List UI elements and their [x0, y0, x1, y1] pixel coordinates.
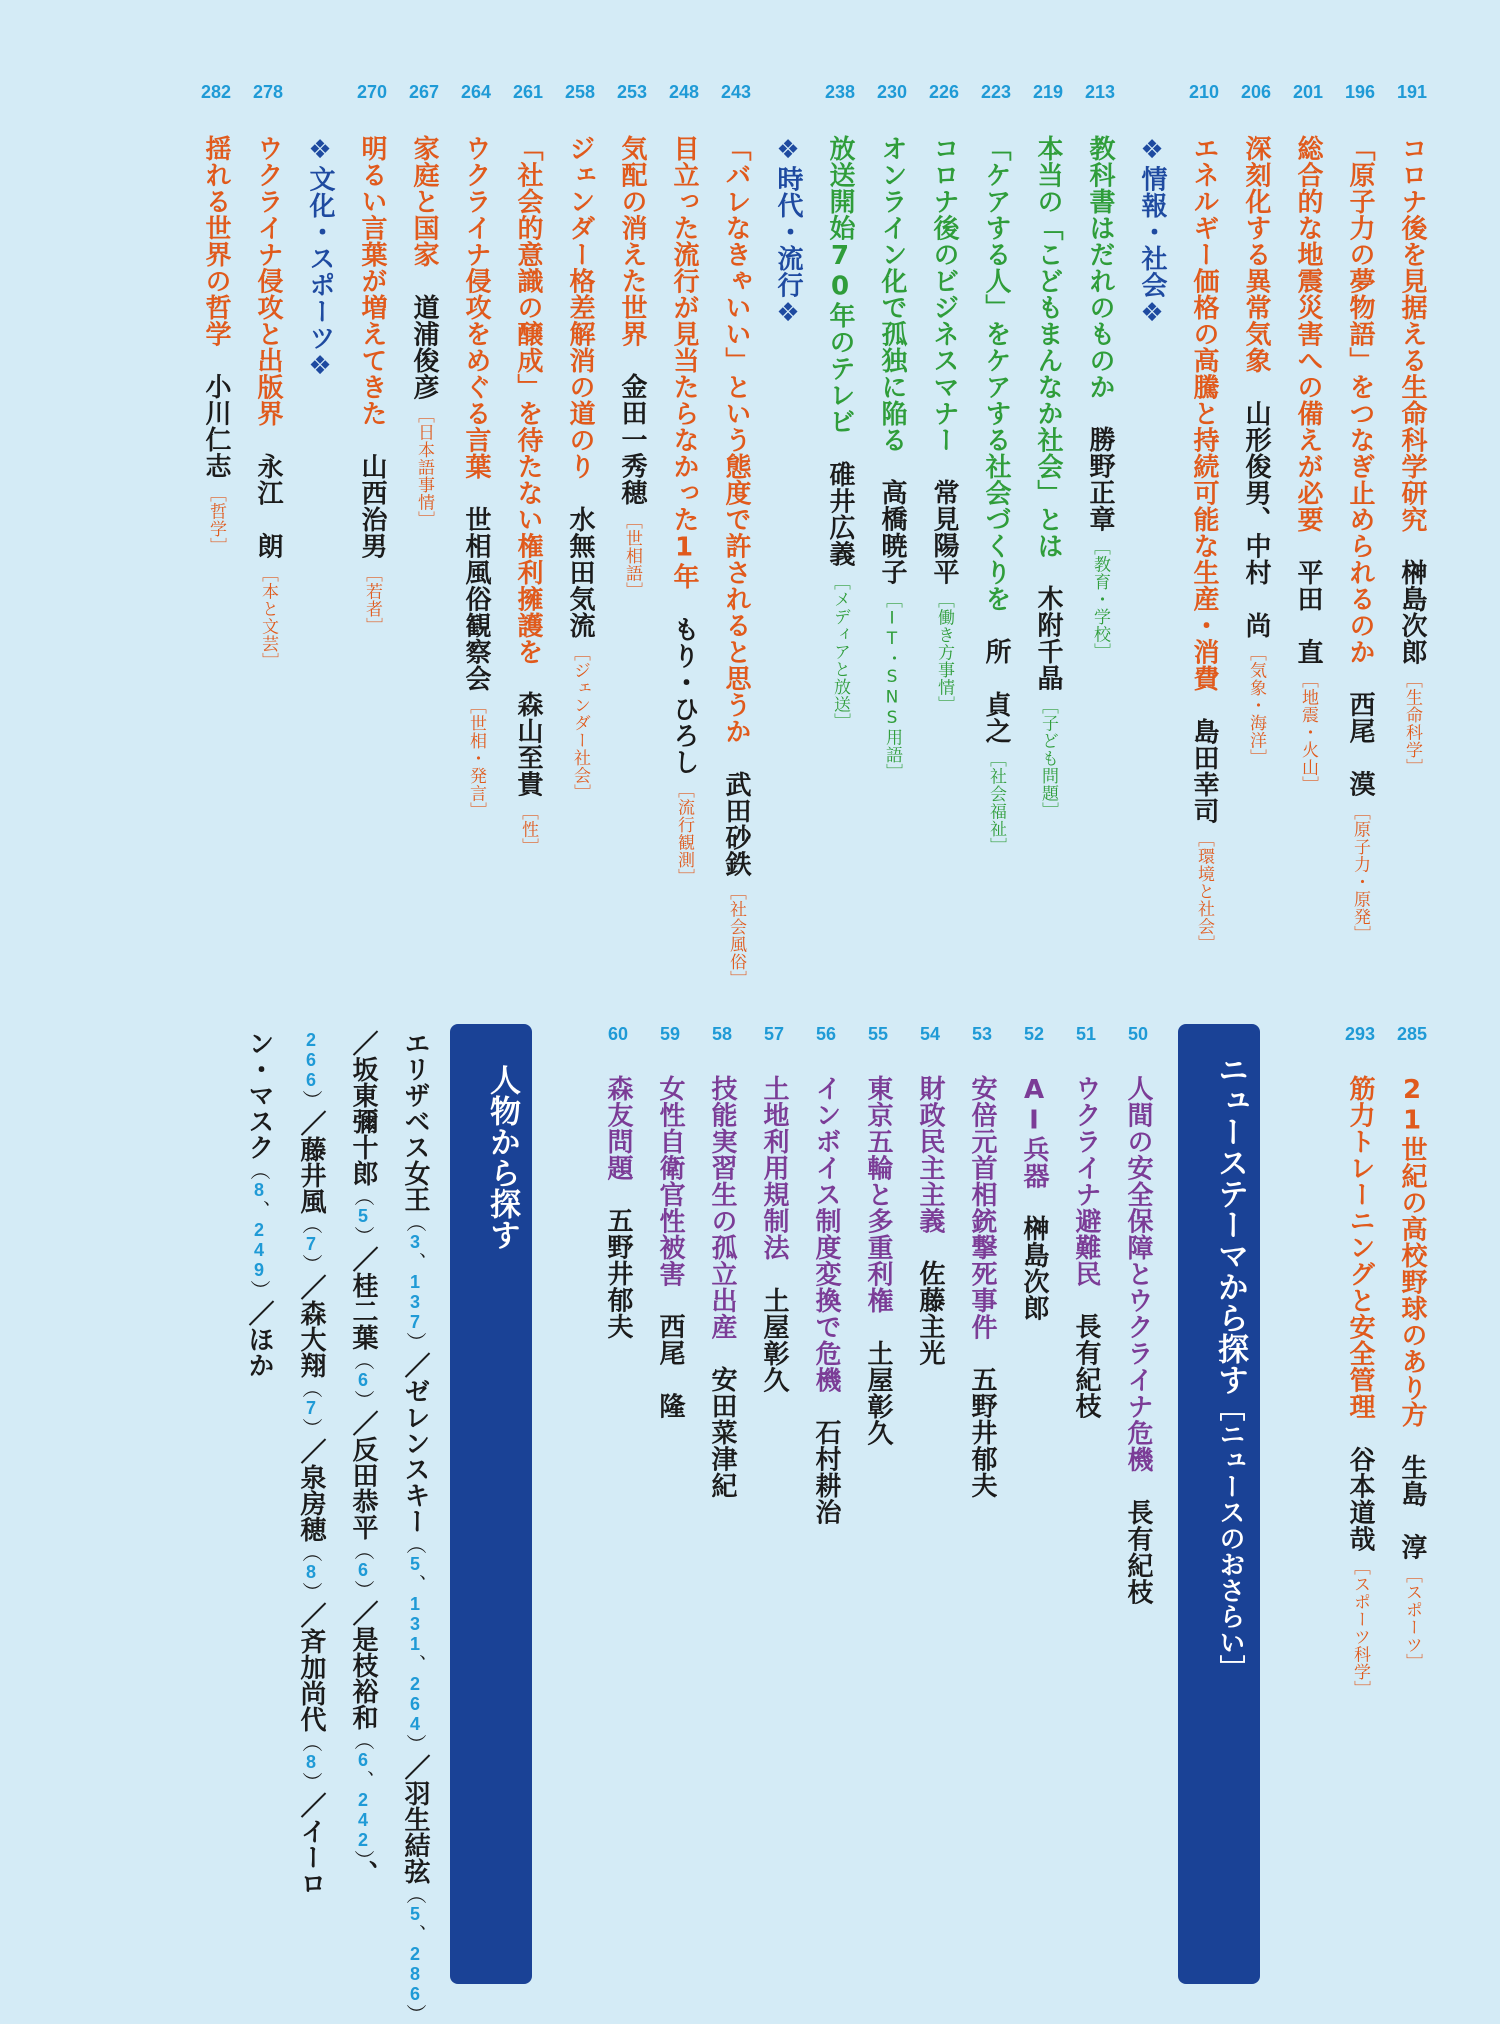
page-number: 54 [919, 1024, 941, 1044]
person-page-number: 7 [301, 1398, 321, 1418]
page-number: 201 [1292, 82, 1324, 102]
entry-title: 21世紀の高校野球のあり方 [1397, 1075, 1427, 1428]
person-punctuation: ） [403, 1332, 427, 1352]
person-punctuation: （ [351, 1350, 375, 1370]
person-punctuation: ） [351, 1226, 375, 1246]
page-number: 50 [1127, 1024, 1149, 1044]
entry-title: ウクライナ侵攻と出版界 [253, 135, 283, 427]
page-number: 253 [616, 82, 648, 102]
entry-title: 総合的な地震災害への備えが必要 [1293, 135, 1323, 533]
person-punctuation: （ [403, 1212, 427, 1232]
page-number: 219 [1032, 82, 1064, 102]
entry-title: 東京五輪と多重利権 [863, 1075, 893, 1314]
person-banner-title: 人物から探す [484, 1064, 520, 1250]
entry-category-tag: ［ジェンダー社会］ [570, 644, 590, 802]
person-name: ／泉房穂 [296, 1438, 326, 1542]
entry-title: 「バレなきゃいい」という態度で許されると思うか [721, 135, 751, 745]
entry-title: ジェンダー格差解消の道のり [565, 135, 595, 480]
news-theme-banner [1178, 1024, 1260, 1984]
person-page-number: 8 [301, 1752, 321, 1772]
entry-category-tag: ［子ども問題］ [1038, 697, 1058, 820]
entry-category-tag: ［若者］ [362, 564, 382, 635]
entry-author: 生島 淳 [1397, 1453, 1427, 1560]
page-number: 213 [1084, 82, 1116, 102]
page-number: 223 [980, 82, 1012, 102]
person-name: ／反田恭平 [348, 1410, 378, 1540]
entry-title: 女性自衛官性被害 [655, 1075, 685, 1287]
entry-title: コロナ後を見据える生命科学研究 [1397, 135, 1427, 533]
entry-author: もり・ひろし [669, 615, 699, 775]
entry-title: 財政民主主義 [915, 1075, 945, 1234]
entry-author: 榊島次郎 [1019, 1215, 1049, 1321]
entry-category-tag: ［原子力・原発］ [1350, 803, 1370, 943]
entry-author: 山西治男 [357, 452, 387, 559]
person-punctuation: （ [403, 1534, 427, 1554]
person-name: ／ほか [244, 1300, 274, 1378]
entry-category-tag: ［社会福祉］ [986, 750, 1006, 855]
person-page-number: 264 [405, 1674, 425, 1734]
entry-title: 筋力トレーニングと安全管理 [1345, 1075, 1375, 1420]
page-number: 243 [720, 82, 752, 102]
page-number: 278 [252, 82, 284, 102]
entry-title: 目立った流行が見当たらなかった1年 [669, 135, 699, 590]
person-page-number: 3 [405, 1232, 425, 1252]
entry-author: 所 貞之 [981, 638, 1011, 744]
page-number: 210 [1188, 82, 1220, 102]
entry-title: 揺れる世界の哲学 [201, 135, 231, 347]
person-column [343, 1030, 383, 1886]
person-name: ／桂二葉 [348, 1246, 378, 1350]
entry-author: 勝野正章 [1085, 426, 1115, 532]
entry-title: 安倍元首相銃撃死事件 [967, 1075, 997, 1340]
person-page-number: 242 [353, 1790, 373, 1850]
entry-author: 世相風俗観察会 [461, 505, 491, 691]
page-number: 270 [356, 82, 388, 102]
entry-category-tag: ［日本語事情］ [414, 405, 434, 528]
person-page-number: 286 [405, 1944, 425, 2004]
entry-author: 島田幸司 [1189, 717, 1219, 824]
page-number: 56 [815, 1024, 837, 1044]
person-name: ／是枝裕和 [348, 1600, 378, 1730]
page-number: 191 [1396, 82, 1428, 102]
person-punctuation: ） [299, 1582, 323, 1602]
entry-author: 谷本道哉 [1345, 1445, 1375, 1552]
entry-author: 平田 直 [1293, 558, 1323, 665]
page-number: 51 [1075, 1024, 1097, 1044]
entry-title: コロナ後のビジネスマナー [929, 135, 959, 453]
entry-category-tag: ［環境と社会］ [1194, 829, 1214, 952]
person-punctuation: 、 [351, 1770, 375, 1790]
entry-title: インボイス制度変換で危機 [811, 1075, 841, 1393]
section-heading: ❖文化・スポーツ❖ [305, 135, 335, 382]
person-name: エリザベス女王 [400, 1030, 430, 1212]
entry-category-tag: ［性］ [518, 803, 538, 856]
page-number: 57 [763, 1024, 785, 1044]
entry-category-tag: ［教育・学校］ [1090, 538, 1110, 661]
page-number: 53 [971, 1024, 993, 1044]
page-number: 267 [408, 82, 440, 102]
entry-category-tag: ［社会風俗］ [726, 882, 746, 988]
entry-author: 武田砂鉄 [721, 770, 751, 877]
person-page-number: 5 [405, 1554, 425, 1574]
entry-author: 高橋暁子 [877, 479, 907, 585]
person-name: ／羽生結弦 [400, 1754, 430, 1884]
page-number: 293 [1344, 1024, 1376, 1044]
entry-author: 土屋彰久 [759, 1286, 789, 1393]
entry-category-tag: ［流行観測］ [674, 780, 694, 886]
person-punctuation: 、 [403, 1924, 427, 1944]
entry-author: 小川仁志 [201, 373, 231, 479]
person-page-number: 249 [249, 1220, 269, 1280]
news-theme-heading [1178, 1054, 1260, 1681]
entry-title: ウクライナ侵攻をめぐる言葉 [461, 135, 491, 480]
page-number: 238 [824, 82, 856, 102]
person-page-number: 6 [353, 1750, 373, 1770]
entry-category-tag: ［生命科学］ [1402, 670, 1422, 776]
entry-author: 安田菜津紀 [707, 1366, 737, 1499]
section-heading: ❖時代・流行❖ [773, 135, 803, 329]
person-punctuation: （ [299, 1732, 323, 1752]
page-number: 282 [200, 82, 232, 102]
person-page-number: 131 [405, 1594, 425, 1654]
entry-category-tag: ［働き方事情］ [934, 591, 954, 714]
person-punctuation: 、 [403, 1574, 427, 1594]
entry-author: 五野井郁夫 [967, 1366, 997, 1499]
page-number: 264 [460, 82, 492, 102]
person-punctuation: 、 [403, 1252, 427, 1272]
person-page-number: 5 [405, 1904, 425, 1924]
person-page-number: 137 [405, 1272, 425, 1332]
page-number: 285 [1396, 1024, 1428, 1044]
entry-title: 放送開始70年のテレビ [825, 135, 855, 435]
entry-category-tag: ［地震・火山］ [1298, 670, 1318, 793]
page-number: 52 [1023, 1024, 1045, 1044]
entry-title: エネルギー価格の高騰と持続可能な生産・消費 [1189, 135, 1219, 692]
person-punctuation: （ [351, 1186, 375, 1206]
person-name: ／藤井風 [296, 1110, 326, 1214]
person-punctuation: ） [299, 1090, 323, 1110]
section-heading: ❖情報・社会❖ [1137, 135, 1167, 329]
entry-title: 教科書はだれのものか [1085, 135, 1115, 400]
person-punctuation: （ [403, 1884, 427, 1904]
entry-category-tag: ［IT・SNS用語］ [882, 591, 902, 781]
person-name: ／坂東彌十郎 [348, 1030, 378, 1186]
entry-author: 永江 朗 [253, 452, 283, 559]
entry-author: 榊島次郎 [1397, 558, 1427, 665]
person-column [291, 1030, 331, 1896]
entry-author: 森山至貴 [513, 691, 543, 797]
page-number: 196 [1344, 82, 1376, 102]
entry-author: 木附千晶 [1033, 585, 1063, 691]
person-punctuation: ） [403, 2004, 427, 2024]
person-punctuation: ） [403, 1734, 427, 1754]
person-page-number: 6 [353, 1560, 373, 1580]
entry-author: 山形俊男、中村 尚 [1241, 399, 1271, 638]
person-page-number: 5 [353, 1206, 373, 1226]
entry-title: 「原子力の夢物語」をつなぎ止められるのか [1345, 135, 1375, 665]
entry-title: 人間の安全保障とウクライナ危機 [1123, 1075, 1153, 1473]
person-page-number: 8 [249, 1180, 269, 1200]
page-number: 55 [867, 1024, 889, 1044]
person-page-number: 7 [301, 1234, 321, 1254]
entry-category-tag: ［スポーツ科学］ [1350, 1557, 1370, 1698]
person-column [395, 1030, 435, 2024]
person-banner [450, 1024, 532, 1984]
page-number: 226 [928, 82, 960, 102]
entry-title: 家庭と国家 [409, 135, 439, 268]
entry-title: 技能実習生の孤立出産 [707, 1075, 737, 1340]
entry-category-tag: ［哲学］ [206, 485, 226, 555]
person-punctuation: ） [351, 1390, 375, 1410]
entry-author: 佐藤主光 [915, 1260, 945, 1366]
person-punctuation: （ [299, 1214, 323, 1234]
person-punctuation: ） [247, 1280, 271, 1300]
entry-author: 常見陽平 [929, 479, 959, 585]
person-punctuation: ） [351, 1850, 375, 1860]
entry-title: 森友問題 [603, 1075, 633, 1181]
entry-author: 西尾 隆 [655, 1313, 685, 1419]
entry-title: 気配の消えた世界 [617, 135, 647, 347]
person-column [239, 1030, 279, 1378]
entry-title: ウクライナ避難民 [1071, 1075, 1101, 1287]
person-page-number: 266 [301, 1030, 321, 1090]
person-punctuation: （ [247, 1160, 271, 1180]
person-page-number: 8 [301, 1562, 321, 1582]
entry-title: 土地利用規制法 [759, 1075, 789, 1261]
person-name: ン・マスク [244, 1030, 274, 1160]
page-number: 59 [659, 1024, 681, 1044]
person-punctuation: 、 [403, 1654, 427, 1674]
news-theme-subtitle: ［ニュースのおさらい］ [1215, 1395, 1245, 1681]
entry-author: 西尾 漠 [1345, 691, 1375, 797]
entry-title: 明るい言葉が増えてきた [357, 135, 387, 427]
page-number: 248 [668, 82, 700, 102]
page-number: 60 [607, 1024, 629, 1044]
entry-author: 道浦俊彦 [409, 293, 439, 400]
entry-author: 五野井郁夫 [603, 1207, 633, 1340]
person-name: ／イーロ [296, 1792, 326, 1896]
person-name: 、 [348, 1860, 378, 1886]
person-name: ／森大翔 [296, 1274, 326, 1378]
entry-author: 碓井広義 [825, 460, 855, 567]
page-number: 58 [711, 1024, 733, 1044]
entry-category-tag: ［スポーツ］ [1402, 1565, 1422, 1671]
entry-author: 土屋彰久 [863, 1339, 893, 1446]
entry-title: オンライン化で孤独に陥る [877, 135, 907, 453]
person-punctuation: ） [299, 1254, 323, 1274]
person-punctuation: ） [351, 1580, 375, 1600]
entry-author: 水無田気流 [565, 505, 595, 638]
person-punctuation: ） [299, 1772, 323, 1792]
person-punctuation: （ [351, 1730, 375, 1750]
entry-title: 「ケアする人」をケアする社会づくりを [981, 135, 1011, 612]
news-theme-title: ニューステーマから探す [1212, 1054, 1248, 1395]
person-punctuation: （ [299, 1378, 323, 1398]
entry-author: 長有紀枝 [1123, 1498, 1153, 1605]
person-punctuation: （ [351, 1540, 375, 1560]
entry-title: 本当の「こどもまんなか社会」とは [1033, 135, 1063, 559]
entry-author: 金田一秀穂 [617, 373, 647, 506]
page-number: 230 [876, 82, 908, 102]
entry-category-tag: ［本と文芸］ [258, 564, 278, 670]
entry-category-tag: ［世相語］ [622, 511, 642, 599]
entry-author: 石村耕治 [811, 1419, 841, 1525]
page-number: 261 [512, 82, 544, 102]
person-punctuation: 、 [247, 1200, 271, 1220]
person-page-number: 6 [353, 1370, 373, 1390]
entry-category-tag: ［世相・発言］ [466, 697, 486, 820]
entry-category-tag: ［メディアと放送］ [830, 572, 850, 730]
person-name: ／斉加尚代 [296, 1602, 326, 1732]
entry-title: 「社会的意識の醸成」を待たない権利擁護を [513, 135, 543, 665]
entry-category-tag: ［気象・海洋］ [1246, 644, 1266, 767]
page-number: 258 [564, 82, 596, 102]
person-punctuation: ） [299, 1418, 323, 1438]
entry-title: AI兵器 [1019, 1075, 1049, 1189]
entry-title: 深刻化する異常気象 [1241, 135, 1271, 374]
person-punctuation: （ [299, 1542, 323, 1562]
page-number: 206 [1240, 82, 1272, 102]
entry-author: 長有紀枝 [1071, 1313, 1101, 1419]
person-name: ／ゼレンスキー [400, 1352, 430, 1534]
